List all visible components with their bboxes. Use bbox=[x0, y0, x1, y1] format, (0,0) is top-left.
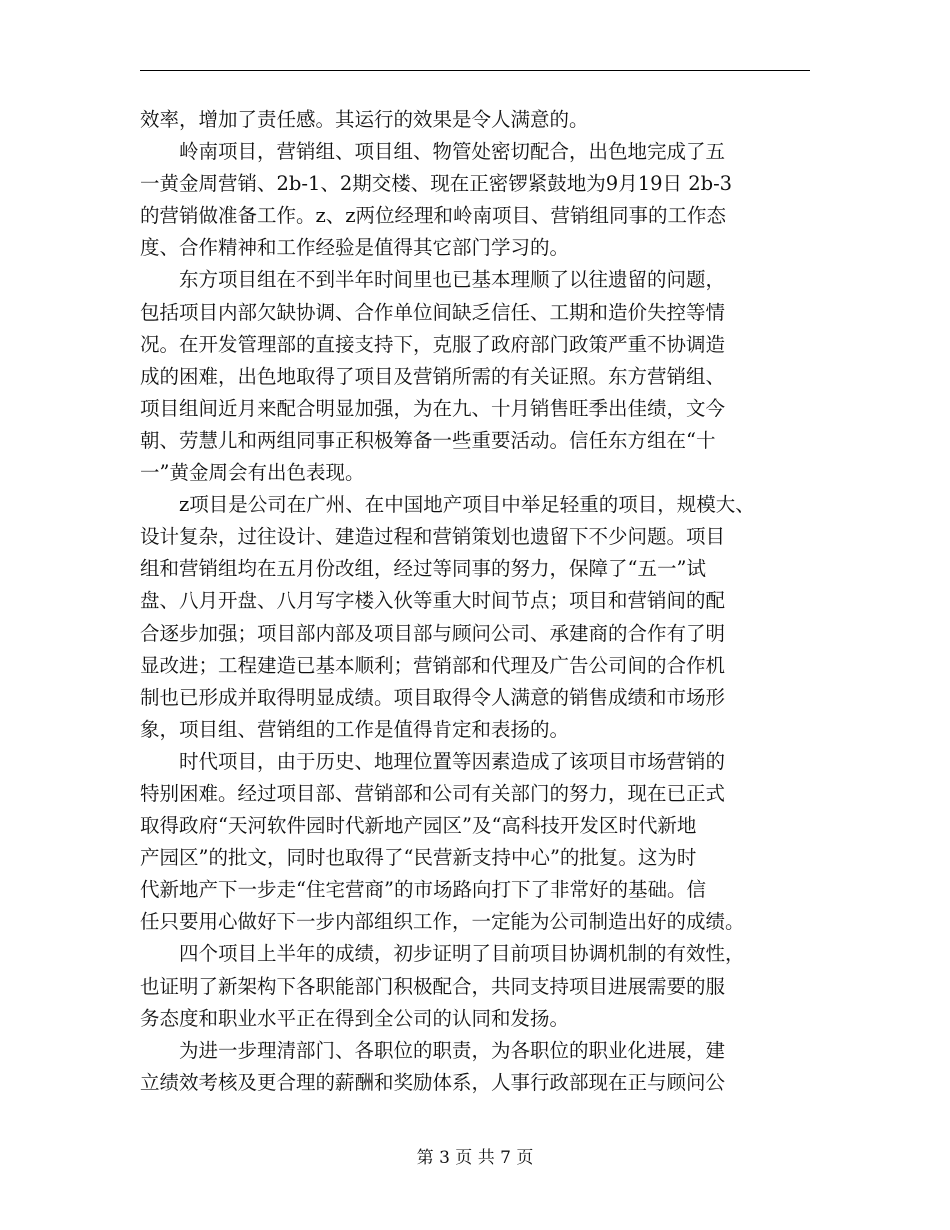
header-rule bbox=[140, 70, 810, 71]
document-body bbox=[140, 104, 820, 1099]
text-line: 项目组间近月来配合明显加强，为在九、十月销售旺季出佳绩，文今 bbox=[140, 396, 726, 420]
text-line: 制也已形成并取得明显成绩。项目取得令人满意的销售成绩和市场形 bbox=[140, 685, 726, 709]
text-line: 任只要用心做好下一步内部组织工作，一定能为公司制造出好的成绩。 bbox=[140, 910, 745, 934]
text-line: 象，项目组、营销组的工作是值得肯定和表扬的。 bbox=[140, 717, 570, 741]
text-line: 代新地产下一步走“住宅营商”的市场路向打下了非常好的基础。信 bbox=[140, 878, 706, 902]
page-footer: 第 3 页 共 7 页 bbox=[416, 1148, 534, 1168]
text-line: 成的困难，出色地取得了项目及营销所需的有关证照。东方营销组、 bbox=[140, 364, 726, 388]
text-line: 组和营销组均在五月份改组，经过等同事的努力，保障了“五一”试 bbox=[140, 557, 706, 581]
text-line: 为进一步理清部门、各职位的职责，为各职位的职业化进展，建 bbox=[140, 1038, 726, 1062]
text-line: 效率，增加了责任感。其运行的效果是令人满意的。 bbox=[140, 108, 589, 131]
text-line: 务态度和职业水平正在得到全公司的认同和发扬。 bbox=[140, 1006, 570, 1030]
text-line: 显改进；工程建造已基本顺利；营销部和代理及广告公司间的合作机 bbox=[140, 653, 726, 677]
text-line: 取得政府“天河软件园时代新地产园区”及“高科技开发区时代新地 bbox=[140, 814, 697, 838]
text-line: 合逐步加强；项目部内部及项目部与顾问公司、承建商的合作有了明 bbox=[140, 621, 726, 645]
text-line: 况。在开发管理部的直接支持下，克服了政府部门政策严重不协调造 bbox=[140, 332, 726, 356]
text-line: 的营销做准备工作。z、z两位经理和岭南项目、营销组同事的工作态 bbox=[140, 204, 727, 228]
text-line: 立绩效考核及更合理的薪酬和奖励体系，人事行政部现在正与顾问公 bbox=[140, 1070, 726, 1094]
text-line: 时代项目，由于历史、地理位置等因素造成了该项目市场营销的 bbox=[140, 749, 726, 773]
text-line: z项目是公司在广州、在中国地产项目中举足轻重的项目，规模大、 bbox=[140, 493, 755, 517]
text-line: 一”黄金周会有出色表现。 bbox=[140, 461, 365, 485]
text-line: 朝、劳慧儿和两组同事正积极筹备一些重要活动。信任东方组在“十 bbox=[140, 428, 716, 452]
text-line: 一黄金周营销、2b-1、2期交楼、现在正密锣紧鼓地为9月19日 2b-3 bbox=[140, 172, 733, 196]
text-line: 岭南项目，营销组、项目组、物管处密切配合，出色地完成了五 bbox=[140, 140, 726, 164]
text-line: 四个项目上半年的成绩，初步证明了目前项目协调机制的有效性， bbox=[140, 942, 745, 966]
text-line: 设计复杂，过往设计、建造过程和营销策划也遗留下不少问题。项目 bbox=[140, 525, 726, 549]
text-line: 东方项目组在不到半年时间里也已基本理顺了以往遗留的问题， bbox=[140, 268, 726, 292]
text-line: 特别困难。经过项目部、营销部和公司有关部门的努力，现在已正式 bbox=[140, 781, 726, 805]
text-line: 也证明了新架构下各职能部门积极配合，共同支持项目进展需要的服 bbox=[140, 974, 726, 998]
text-line: 盘、八月开盘、八月写字楼入伙等重大时间节点；项目和营销间的配 bbox=[140, 589, 726, 613]
text-line: 度、合作精神和工作经验是值得其它部门学习的。 bbox=[140, 236, 570, 260]
text-line: 包括项目内部欠缺协调、合作单位间缺乏信任、工期和造价失控等情 bbox=[140, 300, 726, 324]
text-line: 产园区”的批文，同时也取得了“民营新支持中心”的批复。这为时 bbox=[140, 846, 697, 870]
